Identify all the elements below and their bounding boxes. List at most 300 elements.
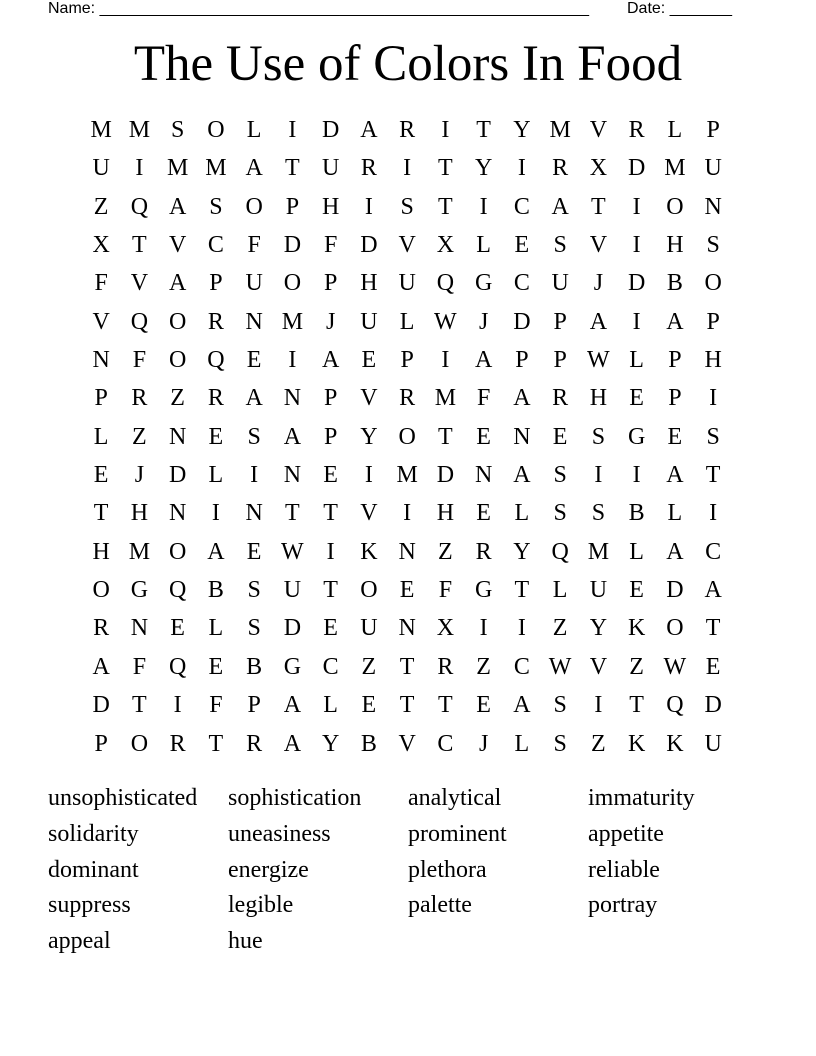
- grid-letter: Y: [513, 117, 531, 143]
- grid-letter: O: [168, 538, 187, 565]
- grid-letter: N: [474, 462, 493, 489]
- grid-letter: H: [92, 538, 110, 565]
- grid-letter: N: [283, 385, 302, 412]
- grid-letter: O: [92, 577, 110, 604]
- grid-letter: Z: [361, 653, 377, 680]
- grid-letter: T: [208, 730, 224, 757]
- grid-letter: S: [553, 462, 567, 489]
- grid-letter: U: [704, 730, 722, 757]
- grid-letter: Q: [168, 653, 187, 680]
- grid-letter: D: [436, 462, 455, 489]
- grid-letter: L: [93, 423, 109, 450]
- grid-letter: A: [283, 692, 302, 719]
- grid-letter: O: [666, 193, 684, 220]
- grid-letter: R: [246, 730, 263, 757]
- grid-letter: N: [168, 500, 187, 527]
- grid-letter: P: [553, 347, 567, 374]
- grid-letter: S: [247, 577, 261, 604]
- grid-letter: O: [168, 308, 187, 335]
- grid-letter: S: [553, 500, 567, 527]
- grid-letter: T: [323, 500, 338, 527]
- grid-letter: W: [434, 308, 457, 335]
- grid-letter: V: [398, 232, 416, 259]
- grid-letter: H: [360, 270, 378, 297]
- grid-letter: L: [667, 500, 683, 527]
- grid-letter: R: [360, 155, 377, 182]
- grid-letter: R: [628, 117, 645, 143]
- grid-letter: A: [666, 308, 684, 335]
- grid-letter: J: [478, 308, 489, 335]
- grid-letter: F: [94, 270, 108, 297]
- grid-letter: U: [589, 577, 608, 604]
- grid-letter: I: [288, 347, 297, 374]
- grid-letter: L: [667, 117, 683, 143]
- grid-letter: L: [629, 347, 644, 374]
- grid-letter: A: [245, 155, 263, 182]
- grid-letter: I: [517, 615, 526, 642]
- grid-letter: A: [666, 538, 684, 565]
- word-list-item: suppress: [48, 892, 131, 919]
- grid-letter: A: [513, 692, 531, 719]
- grid-letter: I: [364, 462, 373, 489]
- grid-letter: A: [360, 117, 378, 143]
- grid-letter: F: [476, 385, 491, 412]
- grid-letter: G: [474, 270, 493, 297]
- page-title: The Use of Colors In Food: [133, 36, 683, 92]
- grid-letter: W: [281, 538, 304, 565]
- grid-letter: C: [513, 653, 530, 680]
- grid-letter: T: [285, 500, 300, 527]
- grid-letter: A: [666, 462, 684, 489]
- grid-letter: R: [437, 653, 454, 680]
- grid-letter: H: [436, 500, 455, 527]
- date-field: Date: _______: [627, 0, 732, 17]
- grid-letter: T: [591, 193, 606, 220]
- grid-letter: R: [169, 730, 186, 757]
- grid-letter: Q: [168, 577, 187, 604]
- grid-letter: O: [360, 577, 378, 604]
- grid-letter: Y: [513, 538, 531, 565]
- grid-letter: M: [281, 308, 304, 335]
- grid-letter: V: [589, 232, 608, 259]
- grid-letter: O: [168, 347, 187, 374]
- grid-letter: A: [168, 270, 187, 297]
- grid-letter: E: [667, 423, 683, 450]
- grid-letter: U: [92, 155, 110, 182]
- grid-letter: D: [627, 155, 646, 182]
- grid-letter: U: [245, 270, 263, 297]
- grid-letter: K: [360, 538, 378, 565]
- grid-letter: T: [399, 653, 415, 680]
- grid-letter: I: [709, 500, 718, 527]
- grid-letter: I: [288, 117, 297, 143]
- grid-letter: N: [283, 462, 302, 489]
- grid-letter: B: [207, 577, 224, 604]
- grid-letter: A: [207, 538, 225, 565]
- grid-letter: E: [399, 577, 415, 604]
- grid-letter: K: [627, 730, 646, 757]
- grid-letter: F: [323, 232, 338, 259]
- grid-letter: U: [398, 270, 416, 297]
- grid-letter: M: [434, 385, 457, 412]
- grid-letter: T: [93, 500, 109, 527]
- grid-letter: L: [323, 692, 338, 719]
- grid-letter: G: [474, 577, 493, 604]
- name-field: Name: _______________________________________________________: [48, 0, 589, 17]
- grid-letter: Q: [436, 270, 455, 297]
- grid-letter: T: [705, 462, 721, 489]
- grid-letter: I: [403, 500, 412, 527]
- grid-letter: P: [553, 308, 567, 335]
- grid-letter: U: [360, 308, 378, 335]
- grid-letter: I: [479, 193, 488, 220]
- grid-letter: I: [441, 347, 450, 374]
- grid-letter: E: [323, 615, 338, 642]
- grid-letter: R: [207, 308, 224, 335]
- grid-letter: U: [283, 577, 302, 604]
- grid-letter: I: [479, 615, 488, 642]
- grid-letter: E: [93, 462, 109, 489]
- grid-letter: L: [514, 500, 530, 527]
- grid-letter: N: [245, 500, 263, 527]
- grid-letter: V: [589, 653, 608, 680]
- word-list-item: prominent: [408, 820, 507, 847]
- grid-letter: P: [323, 385, 338, 412]
- grid-letter: M: [90, 117, 112, 143]
- grid-letter: V: [360, 500, 378, 527]
- grid-letter: S: [170, 117, 185, 143]
- word-list: [48, 780, 768, 959]
- grid-letter: D: [283, 615, 302, 642]
- grid-letter: O: [704, 270, 722, 297]
- grid-letter: E: [208, 653, 224, 680]
- grid-letter: I: [250, 462, 259, 489]
- grid-letter: E: [552, 423, 568, 450]
- grid-letter: L: [514, 730, 530, 757]
- grid-letter: A: [321, 347, 340, 374]
- grid-letter: C: [207, 232, 224, 259]
- grid-letter: B: [628, 500, 645, 527]
- word-list-item: immaturity: [588, 785, 695, 811]
- grid-letter: T: [285, 155, 300, 182]
- grid-letter: S: [247, 615, 261, 642]
- grid-letter: P: [323, 270, 338, 297]
- grid-letter: D: [627, 270, 646, 297]
- grid-letter: I: [441, 117, 450, 143]
- grid-letter: I: [135, 155, 144, 182]
- grid-letter: I: [594, 692, 603, 719]
- grid-letter: X: [589, 155, 608, 182]
- grid-letter: I: [517, 155, 526, 182]
- grid-letter: M: [128, 538, 151, 565]
- grid-letter: N: [130, 615, 149, 642]
- grid-letter: E: [361, 692, 377, 719]
- grid-letter: F: [132, 347, 147, 374]
- grid-letter: M: [587, 538, 610, 565]
- grid-letter: E: [514, 232, 530, 259]
- grid-letter: P: [706, 308, 720, 335]
- grid-letter: A: [283, 423, 302, 450]
- grid-letter: M: [205, 155, 227, 182]
- grid-letter: Y: [321, 730, 340, 757]
- grid-letter: L: [629, 538, 644, 565]
- grid-letter: I: [326, 538, 335, 565]
- word-list-item: sophistication: [228, 785, 362, 811]
- grid-letter: N: [513, 423, 531, 450]
- grid-letter: A: [704, 577, 722, 604]
- grid-letter: Z: [93, 193, 109, 220]
- grid-letter: N: [92, 347, 110, 374]
- grid-letter: Z: [170, 385, 185, 412]
- word-list-item: palette: [408, 892, 472, 919]
- grid-letter: O: [207, 117, 225, 143]
- grid-letter: S: [400, 193, 414, 220]
- grid-letter: A: [589, 308, 608, 335]
- word-list-item: reliable: [588, 856, 660, 883]
- grid-letter: E: [629, 385, 644, 412]
- grid-letter: N: [168, 423, 187, 450]
- grid-letter: A: [168, 193, 187, 220]
- grid-letter: L: [552, 577, 568, 604]
- grid-letter: I: [632, 193, 641, 220]
- grid-letter: G: [130, 577, 149, 604]
- grid-letter: S: [247, 423, 261, 450]
- grid-letter: W: [548, 653, 572, 680]
- word-list-item: portray: [588, 892, 658, 919]
- grid-letter: I: [211, 500, 220, 527]
- grid-letter: Y: [589, 615, 608, 642]
- grid-letter: J: [325, 308, 336, 335]
- grid-letter: L: [208, 615, 224, 642]
- grid-letter: M: [166, 155, 189, 182]
- grid-letter: O: [245, 193, 263, 220]
- grid-letter: P: [247, 692, 261, 719]
- grid-letter: M: [128, 117, 151, 143]
- grid-letter: L: [476, 232, 491, 259]
- grid-letter: F: [438, 577, 453, 604]
- grid-letter: P: [285, 193, 300, 220]
- grid-letter: L: [399, 308, 415, 335]
- grid-letter: P: [209, 270, 223, 297]
- grid-letter: Z: [438, 538, 453, 565]
- grid-letter: W: [587, 347, 610, 374]
- grid-letter: R: [552, 385, 569, 412]
- grid-letter: V: [168, 232, 187, 259]
- grid-letter: I: [403, 155, 412, 182]
- word-list-item: analytical: [408, 785, 502, 811]
- grid-letter: T: [132, 692, 147, 719]
- grid-letter: B: [666, 270, 683, 297]
- grid-letter: T: [476, 117, 491, 143]
- letter-grid: [82, 111, 732, 763]
- grid-letter: X: [436, 615, 455, 642]
- grid-letter: K: [627, 615, 646, 642]
- grid-letter: S: [591, 500, 606, 527]
- grid-letter: D: [283, 232, 302, 259]
- grid-letter: S: [553, 232, 567, 259]
- grid-letter: S: [706, 232, 720, 259]
- grid-letter: X: [92, 232, 110, 259]
- word-list-item: uneasiness: [228, 820, 331, 847]
- grid-letter: T: [399, 692, 415, 719]
- word-list-item: legible: [228, 892, 294, 919]
- grid-letter: T: [438, 193, 453, 220]
- grid-letter: B: [246, 653, 263, 680]
- grid-letter: S: [209, 193, 223, 220]
- grid-letter: J: [478, 730, 489, 757]
- grid-letter: T: [438, 423, 453, 450]
- grid-letter: Z: [476, 653, 491, 680]
- grid-letter: A: [245, 385, 263, 412]
- grid-letter: P: [94, 730, 108, 757]
- grid-letter: J: [593, 270, 604, 297]
- grid-letter: E: [246, 538, 262, 565]
- grid-letter: R: [207, 385, 224, 412]
- grid-letter: I: [632, 232, 641, 259]
- grid-letter: H: [704, 347, 722, 374]
- grid-letter: V: [360, 385, 378, 412]
- grid-letter: Z: [132, 423, 147, 450]
- grid-letter: Q: [207, 347, 225, 374]
- word-list-item: dominant: [48, 856, 139, 883]
- grid-letter: L: [208, 462, 224, 489]
- grid-letter: Q: [551, 538, 569, 565]
- grid-letter: E: [246, 347, 262, 374]
- grid-letter: Q: [666, 692, 684, 719]
- grid-letter: P: [515, 347, 529, 374]
- grid-letter: T: [705, 615, 721, 642]
- grid-letter: A: [283, 730, 302, 757]
- grid-letter: H: [666, 232, 684, 259]
- grid-letter: W: [663, 653, 687, 680]
- grid-letter: U: [551, 270, 569, 297]
- grid-letter: T: [438, 155, 453, 182]
- grid-letter: E: [629, 577, 644, 604]
- grid-letter: A: [92, 653, 110, 680]
- grid-letter: D: [666, 577, 684, 604]
- grid-letter: D: [704, 692, 722, 719]
- grid-letter: R: [131, 385, 148, 412]
- grid-letter: E: [170, 615, 185, 642]
- grid-letter: C: [322, 653, 339, 680]
- grid-letter: E: [208, 423, 224, 450]
- grid-letter: D: [92, 692, 110, 719]
- grid-letter: R: [93, 615, 110, 642]
- grid-letter: P: [323, 423, 338, 450]
- word-list-item: energize: [228, 856, 309, 883]
- grid-letter: Y: [360, 423, 378, 450]
- grid-letter: O: [398, 423, 416, 450]
- grid-letter: A: [513, 385, 531, 412]
- grid-letter: A: [513, 462, 531, 489]
- grid-letter: H: [130, 500, 149, 527]
- grid-letter: R: [475, 538, 492, 565]
- grid-letter: P: [668, 347, 682, 374]
- grid-letter: T: [438, 692, 453, 719]
- grid-letter: N: [398, 538, 416, 565]
- grid-letter: S: [706, 423, 720, 450]
- grid-letter: Z: [591, 730, 606, 757]
- grid-letter: K: [666, 730, 684, 757]
- grid-letter: E: [476, 500, 491, 527]
- grid-letter: M: [396, 462, 418, 489]
- grid-letter: P: [706, 117, 720, 143]
- grid-letter: M: [549, 117, 571, 143]
- grid-letter: R: [399, 385, 416, 412]
- grid-letter: S: [591, 423, 606, 450]
- grid-letter: A: [474, 347, 493, 374]
- word-list-item: unsophisticated: [48, 785, 198, 811]
- grid-letter: F: [209, 692, 223, 719]
- grid-letter: F: [247, 232, 261, 259]
- grid-letter: H: [321, 193, 340, 220]
- grid-letter: Y: [474, 155, 493, 182]
- grid-letter: Q: [130, 193, 149, 220]
- grid-letter: I: [709, 385, 718, 412]
- grid-letter: E: [476, 692, 491, 719]
- grid-letter: I: [364, 193, 373, 220]
- grid-letter: V: [130, 270, 149, 297]
- grid-letter: C: [705, 538, 722, 565]
- grid-letter: N: [245, 308, 263, 335]
- grid-letter: E: [476, 423, 491, 450]
- grid-letter: S: [553, 730, 567, 757]
- grid-letter: Q: [130, 308, 149, 335]
- grid-letter: J: [134, 462, 145, 489]
- grid-letter: T: [514, 577, 530, 604]
- grid-letter: C: [513, 193, 530, 220]
- grid-letter: D: [321, 117, 340, 143]
- word-list-item: solidarity: [48, 820, 139, 847]
- grid-letter: V: [398, 730, 416, 757]
- word-list-item: hue: [228, 928, 263, 954]
- grid-letter: H: [589, 385, 608, 412]
- grid-letter: I: [632, 462, 641, 489]
- grid-letter: E: [705, 653, 721, 680]
- grid-letter: V: [92, 308, 110, 335]
- grid-letter: N: [398, 615, 416, 642]
- word-list-item: appeal: [48, 928, 111, 954]
- grid-letter: L: [246, 117, 262, 143]
- grid-letter: I: [632, 308, 641, 335]
- grid-letter: O: [666, 615, 684, 642]
- grid-letter: U: [704, 155, 722, 182]
- grid-letter: C: [437, 730, 454, 757]
- grid-letter: O: [283, 270, 302, 297]
- grid-letter: B: [360, 730, 377, 757]
- grid-letter: G: [283, 653, 302, 680]
- grid-letter: P: [94, 385, 108, 412]
- grid-letter: R: [399, 117, 416, 143]
- grid-letter: M: [664, 155, 686, 182]
- grid-letter: U: [321, 155, 340, 182]
- grid-letter: X: [436, 232, 455, 259]
- grid-letter: S: [553, 692, 567, 719]
- grid-letter: R: [552, 155, 569, 182]
- grid-letter: D: [168, 462, 187, 489]
- grid-letter: F: [132, 653, 147, 680]
- grid-letter: T: [323, 577, 338, 604]
- grid-letter: Z: [629, 653, 644, 680]
- grid-letter: G: [627, 423, 646, 450]
- grid-letter: A: [551, 193, 569, 220]
- grid-letter: O: [130, 730, 149, 757]
- worksheet-header: [0, 0, 816, 20]
- grid-letter: T: [132, 232, 147, 259]
- grid-letter: N: [704, 193, 722, 220]
- word-list-item: plethora: [408, 856, 487, 883]
- grid-letter: I: [594, 462, 603, 489]
